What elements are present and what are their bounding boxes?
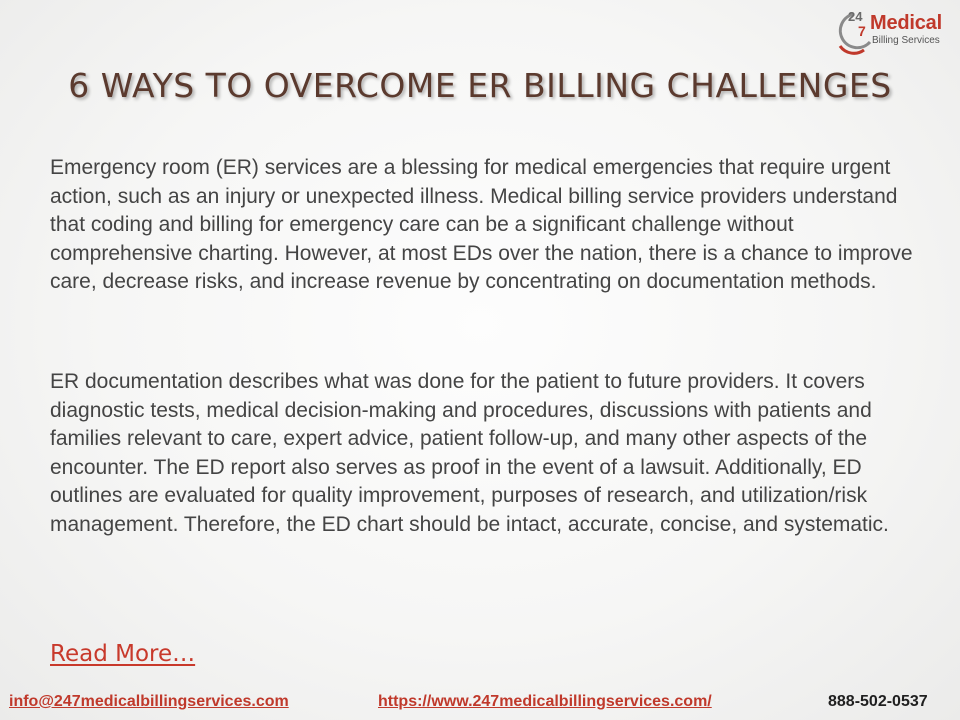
phone-number: 888-502-0537 (828, 693, 928, 710)
logo-number-7: 7 (858, 23, 866, 39)
logo-number-24: 24 (848, 9, 863, 24)
email-link[interactable]: info@247medicalbillingservices.com (9, 693, 289, 710)
read-more-link[interactable]: Read More… (50, 641, 196, 667)
logo-brand-name: Medical (870, 12, 942, 34)
logo-tagline: Billing Services (872, 35, 940, 46)
footer-contact-bar (0, 690, 960, 716)
documentation-paragraph: ER documentation describes what was done for the patient to future providers. It covers diagnostic tests, medical decision-making and procedures, discussions with patients and families relevant to care, expert advice, patient follow-up, and many other aspects of the encounter. The ED report also serves as proof in the event of a lawsuit. Additionally, ED outlines are evaluated for quality improvement, purposes of research, and utilization/risk management. Therefore, the ED chart should be intact, accurate, concise, and systematic. (50, 370, 889, 536)
page-title: 6 WAYS TO OVERCOME ER BILLING CHALLENGES (68, 66, 892, 105)
website-link[interactable]: https://www.247medicalbillingservices.com/ (378, 693, 712, 710)
intro-paragraph: Emergency room (ER) services are a blessing for medical emergencies that require urgent action, such as an injury or unexpected illness. Medical billing service providers understand that coding and billing for emergency care can be a significant challenge without comprehensive charting. However, at most EDs over the nation, there is a chance to improve care, decrease risks, and increase revenue by concentrating on documentation methods. (50, 156, 913, 293)
company-logo (834, 8, 954, 56)
